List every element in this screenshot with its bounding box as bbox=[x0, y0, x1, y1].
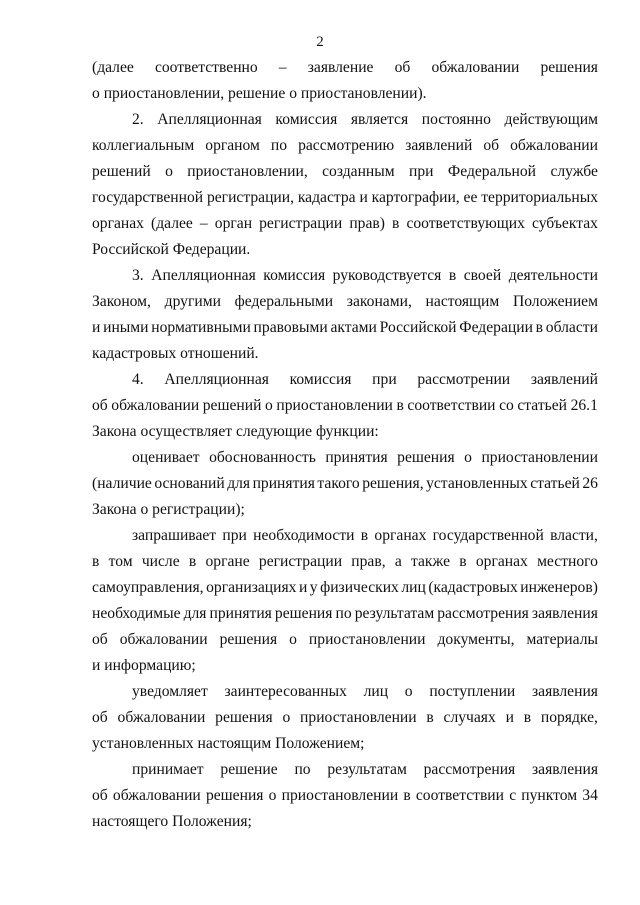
word: лиц bbox=[401, 579, 426, 596]
word: решения bbox=[540, 59, 598, 76]
word: оснований bbox=[154, 475, 225, 492]
word: решений bbox=[92, 163, 151, 180]
word: о bbox=[404, 683, 413, 700]
word: комиссия bbox=[263, 267, 326, 284]
word: кадастра bbox=[297, 189, 356, 206]
word: соответствующих bbox=[406, 215, 525, 232]
text-line bbox=[92, 549, 598, 575]
word: в bbox=[396, 397, 404, 414]
word: об bbox=[92, 631, 108, 648]
word: по bbox=[270, 137, 288, 154]
word: принимает bbox=[132, 761, 204, 778]
word: другими bbox=[164, 293, 221, 310]
word: заявление bbox=[307, 59, 374, 76]
word: результатам bbox=[327, 761, 407, 778]
text-line: установленных настоящим Положением; bbox=[92, 735, 365, 752]
page-number: 2 bbox=[316, 34, 324, 50]
word: принятия bbox=[325, 449, 388, 466]
word: актами bbox=[330, 319, 377, 336]
word: статьей bbox=[517, 397, 568, 414]
word: федеральными bbox=[234, 293, 334, 310]
word: (кадастровых bbox=[428, 579, 518, 596]
paragraph bbox=[92, 445, 598, 523]
word: прав, bbox=[351, 553, 386, 570]
word: Апелляционная bbox=[164, 371, 269, 388]
word: области bbox=[545, 319, 598, 336]
word: о bbox=[464, 449, 472, 466]
word: при bbox=[372, 371, 397, 388]
word: рассмотрения bbox=[423, 761, 516, 778]
word: со bbox=[499, 397, 514, 414]
word: созданным bbox=[322, 163, 395, 180]
word: обжаловании bbox=[111, 397, 200, 414]
word: местного bbox=[537, 553, 598, 570]
word: регистрации, bbox=[206, 189, 295, 206]
word: в bbox=[459, 553, 467, 570]
word: в bbox=[403, 787, 411, 804]
text-line: о приостановлении, решение о приостановлении). bbox=[92, 85, 427, 102]
text-line bbox=[92, 783, 598, 809]
word: обжаловании bbox=[117, 709, 206, 726]
word: правовыми bbox=[253, 319, 328, 336]
word: является bbox=[350, 111, 409, 128]
text-line: Закона осуществляет следующие функции: bbox=[92, 423, 379, 440]
text-line bbox=[92, 263, 598, 289]
word: по bbox=[335, 605, 352, 622]
word: оценивает bbox=[132, 449, 200, 466]
word: решений bbox=[202, 397, 262, 414]
word: установленных bbox=[426, 475, 528, 492]
word: в bbox=[535, 319, 544, 336]
word: коллегиальным bbox=[92, 137, 195, 154]
word: 4. bbox=[132, 371, 144, 388]
text-line: Закона о регистрации); bbox=[92, 501, 245, 518]
word: об bbox=[92, 787, 108, 804]
word: регистрации bbox=[259, 215, 343, 232]
word: прав) bbox=[349, 215, 385, 232]
paragraph bbox=[92, 263, 598, 367]
text-line bbox=[92, 159, 598, 185]
word: случаях bbox=[443, 709, 496, 726]
word: пунктом bbox=[521, 787, 578, 804]
text-line bbox=[92, 705, 598, 731]
text-line: кадастровых отношений. bbox=[92, 345, 259, 362]
word: о bbox=[289, 631, 297, 648]
word: такого bbox=[317, 475, 360, 492]
word: решения, bbox=[362, 475, 424, 492]
word: обжаловании bbox=[510, 137, 598, 154]
word: и bbox=[92, 319, 101, 336]
word: приостановлении, bbox=[187, 163, 308, 180]
text-line bbox=[92, 289, 598, 315]
word: обжаловании bbox=[119, 631, 208, 648]
word: приостановлении bbox=[308, 631, 426, 648]
word: службе bbox=[550, 163, 598, 180]
word: об bbox=[92, 709, 108, 726]
word: о bbox=[165, 163, 173, 180]
word: иными bbox=[103, 319, 149, 336]
text-line bbox=[92, 107, 598, 133]
word: Законом, bbox=[92, 293, 151, 310]
word: и bbox=[505, 709, 514, 726]
word: инженеров) bbox=[520, 579, 598, 596]
word: органах bbox=[92, 215, 144, 232]
word: настоящим bbox=[425, 293, 500, 310]
text-line bbox=[92, 367, 598, 393]
word: своей bbox=[463, 267, 502, 284]
word: руководствуется bbox=[332, 267, 442, 284]
word: также bbox=[411, 553, 450, 570]
word: решения bbox=[219, 631, 278, 648]
word: (наличие bbox=[92, 475, 152, 492]
word: с bbox=[509, 787, 517, 804]
word: для bbox=[183, 605, 207, 622]
word: в bbox=[188, 553, 197, 570]
word: – bbox=[199, 215, 208, 232]
paragraph bbox=[92, 367, 598, 445]
word: и bbox=[298, 579, 308, 596]
word: числе bbox=[141, 553, 180, 570]
word: в bbox=[426, 709, 434, 726]
word: ее bbox=[463, 189, 478, 206]
word: Федеральной bbox=[447, 163, 537, 180]
word: для bbox=[227, 475, 251, 492]
text-line bbox=[92, 211, 598, 237]
text-line bbox=[92, 601, 598, 627]
word: 26 bbox=[582, 475, 598, 492]
word: в bbox=[523, 709, 532, 726]
text-line bbox=[92, 471, 598, 497]
word: Апелляционная bbox=[157, 111, 262, 128]
text-line bbox=[92, 133, 598, 159]
word: о bbox=[268, 787, 277, 804]
text-line bbox=[92, 575, 598, 601]
text-line bbox=[92, 55, 598, 81]
word: решения bbox=[397, 449, 455, 466]
word: заявления bbox=[531, 683, 598, 700]
word: власти, bbox=[550, 527, 598, 544]
word: документы, bbox=[437, 631, 515, 648]
word: соответствии bbox=[407, 397, 496, 414]
word: рассмотрении bbox=[417, 371, 511, 388]
word: принятия bbox=[209, 605, 272, 622]
word: том bbox=[108, 553, 133, 570]
text-line bbox=[92, 627, 598, 653]
word: об bbox=[92, 397, 108, 414]
word: запрашивает bbox=[132, 527, 217, 544]
text-line bbox=[92, 315, 598, 341]
word: принятия bbox=[252, 475, 315, 492]
word: 2. bbox=[132, 111, 144, 128]
word: соответственно bbox=[154, 59, 258, 76]
word: приостановлении bbox=[281, 787, 399, 804]
word: (далее bbox=[151, 215, 193, 232]
word: приостановлении bbox=[300, 709, 417, 726]
word: в bbox=[448, 267, 457, 284]
word: комиссия bbox=[275, 111, 338, 128]
word: 26.1 bbox=[570, 397, 598, 414]
word: (далее bbox=[92, 59, 134, 76]
text-line bbox=[92, 679, 598, 705]
word: органом bbox=[205, 137, 260, 154]
word: по bbox=[294, 761, 311, 778]
paragraph bbox=[92, 679, 598, 757]
paragraph bbox=[92, 757, 598, 835]
word: результатам bbox=[354, 605, 435, 622]
word: 3. bbox=[132, 267, 144, 284]
paragraph bbox=[92, 523, 598, 679]
word: органах bbox=[475, 553, 528, 570]
word: органе bbox=[205, 553, 250, 570]
text-line bbox=[92, 445, 598, 471]
word: субъектах bbox=[531, 215, 598, 232]
document-body bbox=[92, 55, 598, 835]
word: постоянно bbox=[421, 111, 491, 128]
word: необходимости bbox=[253, 527, 355, 544]
word: регистрации bbox=[258, 553, 343, 570]
word: Федерации bbox=[459, 319, 533, 336]
word: рассмотрению bbox=[298, 137, 395, 154]
word: об bbox=[394, 59, 411, 76]
word: а bbox=[394, 553, 402, 570]
word: о bbox=[282, 709, 291, 726]
word: организациях bbox=[206, 579, 297, 596]
word: в bbox=[92, 553, 100, 570]
word: приостановлении bbox=[276, 397, 393, 414]
word: в bbox=[360, 527, 369, 544]
word: самоуправления, bbox=[92, 579, 204, 596]
word: комиссия bbox=[289, 371, 352, 388]
word: необходимые bbox=[92, 605, 181, 622]
word: заинтересованных bbox=[224, 683, 347, 700]
word: Апелляционная bbox=[151, 267, 256, 284]
word: заявления bbox=[532, 761, 598, 778]
word: решения bbox=[215, 709, 273, 726]
word: заявлений bbox=[405, 137, 473, 154]
word: физических bbox=[320, 579, 399, 596]
text-line: Российской Федерации. bbox=[92, 241, 251, 258]
word: в bbox=[392, 215, 400, 232]
word: государственной bbox=[92, 189, 204, 206]
word: – bbox=[278, 59, 287, 76]
word: деятельности bbox=[508, 267, 598, 284]
word: решение bbox=[220, 761, 278, 778]
word: соответствии bbox=[415, 787, 505, 804]
word: государственной bbox=[432, 527, 544, 544]
word: орган bbox=[214, 215, 253, 232]
word: порядке, bbox=[540, 709, 598, 726]
word: заявлений bbox=[530, 371, 598, 388]
word: картографии, bbox=[371, 189, 460, 206]
word: законами, bbox=[346, 293, 412, 310]
word: лиц bbox=[363, 683, 389, 700]
word: заявления bbox=[531, 605, 598, 622]
word: обжаловании bbox=[112, 787, 201, 804]
word: статьей bbox=[530, 475, 580, 492]
word: обоснованность bbox=[209, 449, 316, 466]
paragraph bbox=[92, 55, 598, 107]
text-line: и информацию; bbox=[92, 657, 196, 674]
word: органах bbox=[374, 527, 427, 544]
word: материалы bbox=[526, 631, 598, 648]
word: решения bbox=[205, 787, 264, 804]
word: действующим bbox=[504, 111, 598, 128]
word: территориальных bbox=[481, 189, 598, 206]
word: рассмотрения bbox=[437, 605, 529, 622]
paragraph bbox=[92, 107, 598, 263]
text-line bbox=[92, 185, 598, 211]
word: при bbox=[222, 527, 247, 544]
word: приостановлении bbox=[481, 449, 598, 466]
text-line bbox=[92, 393, 598, 419]
word: об bbox=[483, 137, 500, 154]
word: Положением bbox=[512, 293, 598, 310]
text-line bbox=[92, 523, 598, 549]
word: у bbox=[309, 579, 318, 596]
word: нормативными bbox=[151, 319, 251, 336]
word: решения bbox=[274, 605, 333, 622]
word: о bbox=[264, 397, 273, 414]
word: поступлении bbox=[429, 683, 516, 700]
word: и bbox=[359, 189, 368, 206]
text-line bbox=[92, 757, 598, 783]
word: 34 bbox=[582, 787, 598, 804]
word: Российской bbox=[379, 319, 457, 336]
text-line: настоящего Положения; bbox=[92, 813, 252, 830]
word: при bbox=[409, 163, 434, 180]
word: уведомляет bbox=[132, 683, 208, 700]
word: обжаловании bbox=[431, 59, 520, 76]
